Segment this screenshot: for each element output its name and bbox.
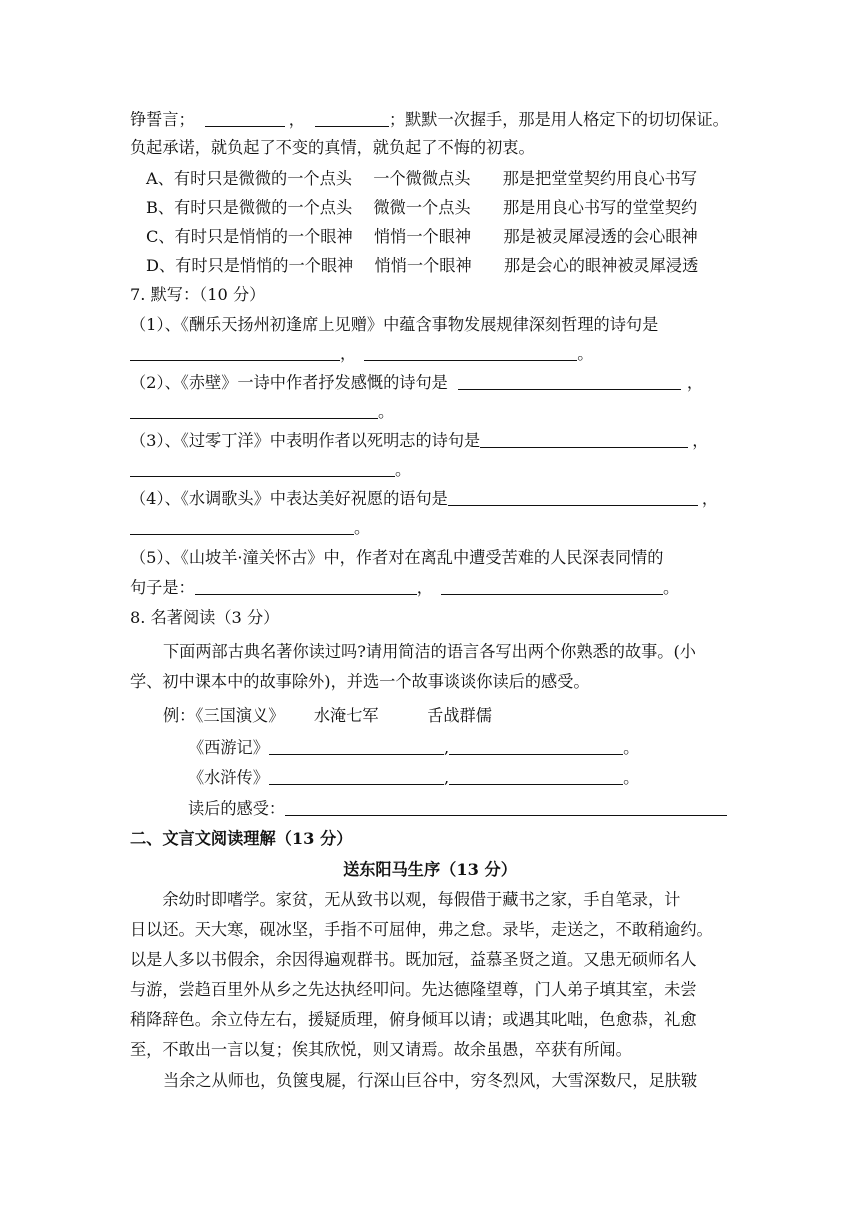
option-a: A、有时只是微微的一个点头 一个微微点头 那是把堂堂契约用良心书写 [146,169,698,188]
text: （4）、《水调歌头》中表达美好祝愿的语句是 [130,489,448,508]
text: 。 [662,578,680,597]
text: , [443,768,450,787]
passage-line: 日以还。天大寒，砚冰坚，手指不可屈伸，弗之怠。录毕，走送之，不敢稍逾约。 [130,920,713,939]
answer-blank[interactable] [449,768,623,785]
text: 。 [577,344,594,363]
text-line [130,576,679,600]
text: 。 [623,768,640,787]
text: （2）、《赤壁》一诗中作者抒发感慨的诗句是 [130,373,448,392]
text: ， [692,431,709,450]
text: 。 [623,738,640,757]
text: ， [701,489,719,508]
answer-blank[interactable] [441,578,663,595]
text-line [130,487,718,511]
text-line [130,516,370,540]
text: 《水浒传》 [188,768,269,787]
answer-blank[interactable] [480,431,688,448]
text: ， [340,344,357,363]
passage-line: 至，不敢出一言以复；俟其欣悦，则又请焉。故余虽愚，卒获有所闻。 [130,1040,632,1059]
option-c: C、有时只是悄悄的一个眼神 悄悄一个眼神 那是被灵犀浸透的会心眼神 [146,227,698,246]
text-line [188,766,639,790]
text: ， [416,578,433,597]
text: 《西游记》 [188,738,269,757]
answer-blank[interactable] [458,373,681,390]
text-line: 负起承诺，就负起了不变的真情，就负起了不悔的初衷。 [130,138,535,157]
text-line: 下面两部古典名著你读过吗?请用简洁的语言各写出两个你熟悉的故事。(小 [163,642,696,661]
option-d: D、有时只是悄悄的一个眼神 悄悄一个眼神 那是会心的眼神被灵犀浸透 [146,256,699,275]
text-line: 学、初中课本中的故事除外)，并选一个故事谈谈你读后的感受。 [130,672,590,691]
answer-blank[interactable] [364,344,577,361]
text-line [188,797,727,821]
text: 铮誓言； [130,110,195,129]
answer-blank[interactable] [285,799,727,816]
text: ， [288,110,305,129]
example-line: 例：《三国演义》 水淹七军 舌战群儒 [163,706,492,725]
passage-line: 稍降辞色。余立侍左右，援疑质理，俯身倾耳以请；或遇其叱咄，色愈恭，礼愈 [130,1010,697,1029]
passage-line: 与游，尝趋百里外从乡之先达执经叩问。先达德隆望尊，门人弟子填其室，未尝 [130,980,697,999]
text: （3）、《过零丁洋》中表明作者以死明志的诗句是 [130,431,481,450]
text-line: （5）、《山坡羊·潼关怀古》中，作者对在离乱中遭受苦难的人民深表同情的 [130,548,664,567]
text: 。 [354,518,371,537]
text-line [130,342,593,366]
text: 句子是： [130,578,195,597]
question-heading: 7. 默写：（10 分） [130,285,266,304]
answer-blank[interactable] [130,344,340,361]
text-line [130,371,703,395]
option-b: B、有时只是微微的一个点头 微微一个点头 那是用良心书写的堂堂契约 [146,198,698,217]
text-line: （1）、《酬乐天扬州初逢席上见赠》中蕴含事物发展规律深刻哲理的诗句是 [130,315,659,334]
text: ；默默一次握手，那是用人格定下的切切保证。 [388,110,729,129]
text: 。 [378,402,395,421]
text: 读后的感受： [188,799,286,818]
answer-blank[interactable] [448,489,698,506]
passage-line: 当余之从师也，负箧曳屣，行深山巨谷中，穷冬烈风，大雪深数尺，足肤皲 [163,1071,698,1090]
answer-blank[interactable] [269,738,444,755]
answer-blank[interactable] [315,110,389,127]
passage-line: 以是人多以书假余，余因得遍观群书。既加冠，益慕圣贤之道。又患无硕师名人 [130,950,697,969]
question-heading: 8. 名著阅读（3 分） [130,608,280,627]
text-line [130,429,708,453]
answer-blank[interactable] [130,460,395,477]
text-line [130,458,411,482]
text-line [130,400,394,424]
section-heading: 二、文言文阅读理解（13 分） [130,829,353,848]
text: , [443,738,450,757]
answer-blank[interactable] [269,768,444,785]
text: 。 [395,460,412,479]
answer-blank[interactable] [449,738,623,755]
answer-blank[interactable] [130,518,354,535]
answer-blank[interactable] [205,110,285,127]
answer-blank[interactable] [130,402,378,419]
passage-title: 送东阳马生序（13 分） [343,860,517,879]
text-line [188,736,639,760]
text-line [130,108,729,132]
text: ， [686,373,704,392]
answer-blank[interactable] [195,578,417,595]
passage-line: 余幼时即嗜学。家贫，无从致书以观，每假借于藏书之家，手自笔录，计 [130,890,681,909]
